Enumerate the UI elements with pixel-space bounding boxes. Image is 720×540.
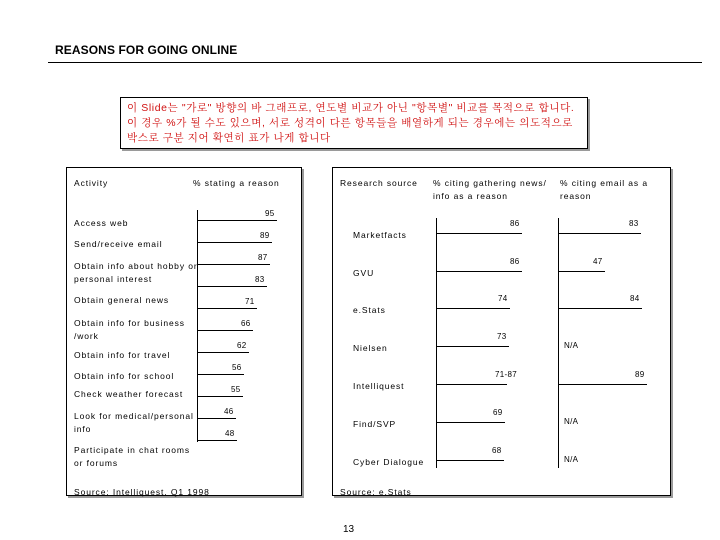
- value-label: 56: [232, 363, 242, 372]
- research-source-label: GVU: [353, 268, 375, 278]
- value-label: 95: [265, 209, 275, 218]
- email-value-label: 84: [630, 294, 640, 303]
- bar: [197, 264, 270, 265]
- bar: [197, 308, 257, 309]
- email-bar: [558, 271, 605, 272]
- email-bar: [558, 384, 647, 385]
- activity-label: personal interest: [74, 274, 153, 284]
- news-value-label: 69: [493, 408, 503, 417]
- email-column-header-line-2: reason: [560, 191, 592, 201]
- email-value-label: 47: [593, 257, 603, 266]
- activity-label: info: [74, 424, 92, 434]
- news-bar: [436, 346, 509, 347]
- right-source-note: Source: e.Stats: [340, 487, 412, 497]
- research-source-label: e.Stats: [353, 305, 386, 315]
- activity-label: Check weather forecast: [74, 389, 184, 399]
- email-value-label: 89: [635, 370, 645, 379]
- bar: [197, 374, 244, 375]
- news-bar: [436, 460, 504, 461]
- activity-label: or forums: [74, 458, 118, 468]
- stating-reason-column-header: % stating a reason: [193, 178, 280, 188]
- value-label: 83: [255, 275, 265, 284]
- bar: [197, 440, 237, 441]
- bar: [197, 242, 272, 243]
- note-line-2: 이 경우 %가 될 수도 있으며, 서로 성격이 다른 항목들을 배열하게 되는 경우에는 의도적으로: [127, 117, 573, 129]
- value-label: 48: [225, 429, 235, 438]
- page-title: REASONS FOR GOING ONLINE: [55, 43, 238, 57]
- activity-label: Obtain info for business: [74, 318, 185, 328]
- activity-label: Access web: [74, 218, 129, 228]
- bar: [197, 286, 267, 287]
- email-value-label: N/A: [564, 417, 579, 426]
- value-label: 46: [224, 407, 234, 416]
- value-label: 89: [260, 231, 270, 240]
- news-value-label: 74: [498, 294, 508, 303]
- email-bar: [558, 233, 641, 234]
- email-column-header-line-1: % citing email as a: [560, 178, 648, 188]
- news-value-label: 86: [510, 257, 520, 266]
- email-chart-axis: [558, 218, 559, 468]
- email-bar: [558, 308, 642, 309]
- reasons-bar-chart-panel: [66, 167, 302, 496]
- news-column-header-line-2: info as a reason: [433, 191, 508, 201]
- activity-label: Obtain info for school: [74, 371, 175, 381]
- research-source-label: Nielsen: [353, 343, 388, 353]
- value-label: 87: [258, 253, 268, 262]
- news-value-label: 71-87: [495, 370, 517, 379]
- value-label: 55: [231, 385, 241, 394]
- page-number: 13: [343, 524, 355, 535]
- activity-label: /work: [74, 331, 99, 341]
- email-value-label: N/A: [564, 341, 579, 350]
- left-chart-axis: [197, 210, 198, 442]
- activity-column-header: Activity: [74, 178, 109, 188]
- research-source-column-header: Research source: [340, 178, 418, 188]
- activity-label: Obtain info for travel: [74, 350, 171, 360]
- research-source-label: Find/SVP: [353, 419, 397, 429]
- left-source-note: Source: Intelliquest, Q1 1998: [74, 487, 210, 497]
- value-label: 62: [237, 341, 247, 350]
- research-source-label: Cyber Dialogue: [353, 457, 425, 467]
- activity-label: Obtain general news: [74, 295, 170, 305]
- value-label: 71: [245, 297, 255, 306]
- activity-label: Obtain info about hobby or: [74, 261, 198, 271]
- research-source-label: Marketfacts: [353, 230, 407, 240]
- news-value-label: 86: [510, 219, 520, 228]
- email-value-label: 83: [629, 219, 639, 228]
- value-label: 66: [241, 319, 251, 328]
- note-line-1: 이 Slide는 "가로" 방향의 바 그래프로, 연도별 비교가 아닌 "항목별" 비교를 목적으로 합니다.: [127, 102, 575, 114]
- activity-label: Participate in chat rooms: [74, 445, 191, 455]
- news-bar: [436, 422, 505, 423]
- bar: [197, 352, 249, 353]
- email-value-label: N/A: [564, 455, 579, 464]
- news-value-label: 73: [497, 332, 507, 341]
- bar: [197, 220, 277, 221]
- news-column-header-line-1: % citing gathering news/: [433, 178, 547, 188]
- title-underline: [48, 62, 702, 63]
- news-chart-axis: [436, 218, 437, 468]
- research-source-label: Intelliquest: [353, 381, 405, 391]
- news-bar: [436, 271, 522, 272]
- news-bar: [436, 308, 510, 309]
- research-source-chart-panel: [332, 167, 671, 496]
- news-bar: [436, 233, 522, 234]
- bar: [197, 396, 243, 397]
- note-line-3: 박스로 구분 지어 확연히 표가 나게 합니다: [127, 132, 331, 144]
- news-value-label: 68: [492, 446, 502, 455]
- activity-label: Send/receive email: [74, 239, 163, 249]
- bar: [197, 418, 236, 419]
- news-bar: [436, 384, 507, 385]
- activity-label: Look for medical/personal: [74, 411, 194, 421]
- bar: [197, 330, 253, 331]
- instruction-note-box: [120, 97, 588, 149]
